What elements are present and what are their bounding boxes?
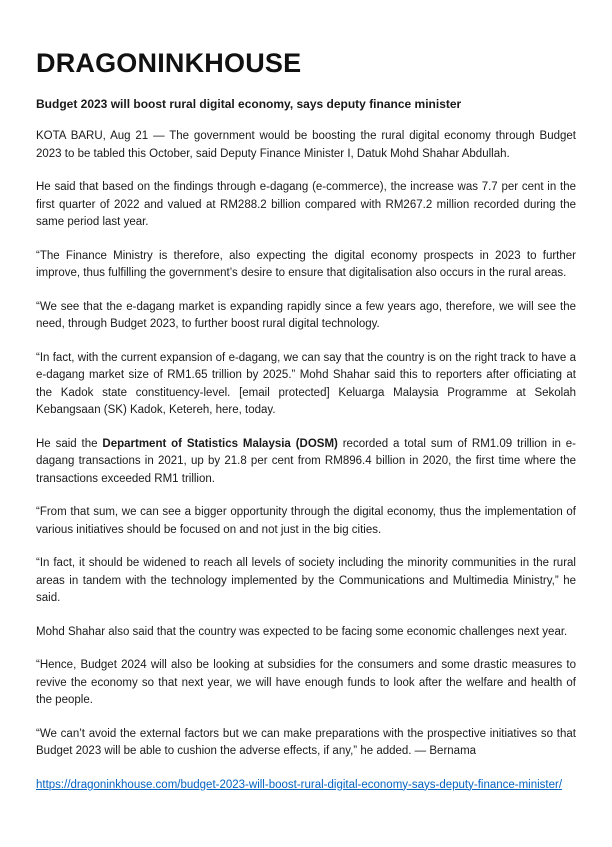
article-paragraph: “From that sum, we can see a bigger opportunity through the digital economy, thus the implementation of various initiatives should be focused on and not just in the big cities. bbox=[36, 506, 576, 536]
article-paragraph: “In fact, with the current expansion of e-dagang, we can say that the country is on the right track to have a e-dagang market size of RM1.65 trillion by 2025.” Mohd Shahar said this to reporters after officiating at the Kadok state constituency-level. [email protected] Keluarga Malaysia Programme at Sekolah Kebangsaan (SK) Kadok, Ketereh, here, today. bbox=[36, 351, 576, 416]
article-paragraph: Mohd Shahar also said that the country was expected to be facing some economic challenges next year. bbox=[36, 625, 568, 638]
article-paragraph: He said that based on the findings through e-dagang (e-commerce), the increase was 7.7 per cent in the first quarter of 2022 and valued at RM288.2 billion compared with RM267.2 million recorded during the same period last year. bbox=[36, 181, 576, 228]
article-paragraph: He said the Department of Statistics Malaysia (DOSM) recorded a total sum of RM1.09 trillion in e-dagang transactions in 2021, up by 21.8 per cent from RM896.4 billion in 2020, the first time where the transactions exceeded RM1 trillion. bbox=[36, 437, 576, 485]
article-paragraph: KOTA BARU, Aug 21 — The government would be boosting the rural digital economy through Budget 2023 to be tabled this October, said Deputy Finance Minister I, Datuk Mohd Shahar Abdullah. bbox=[36, 130, 576, 160]
article-source-link[interactable]: https://dragoninkhouse.com/budget-2023-will-boost-rural-digital-economy-says-deputy-finance-minister/ bbox=[36, 778, 563, 791]
article-headline: Budget 2023 will boost rural digital economy, says deputy finance minister bbox=[36, 97, 462, 111]
article-paragraph: “In fact, it should be widened to reach all levels of society including the minority communities in the rural areas in tandem with the technology implemented by the Communications and Multimedia Ministry,” he said. bbox=[36, 557, 576, 604]
article-paragraph: “We can’t avoid the external factors but we can make preparations with the prospective initiatives so that Budget 2023 will be able to cushion the adverse effects, if any,” he added. — Bernama bbox=[36, 727, 576, 757]
article-paragraph: “Hence, Budget 2024 will also be looking at subsidies for the consumers and some drastic measures to revive the economy so that next year, we will have enough funds to look after the welfare and health of the people. bbox=[36, 659, 576, 706]
article-paragraph: “We see that the e-dagang market is expanding rapidly since a few years ago, therefore, we will see the need, through Budget 2023, to further boost rural digital technology. bbox=[36, 300, 576, 330]
article-body bbox=[36, 128, 576, 761]
site-logo: DRAGONINKHOUSE bbox=[36, 48, 302, 78]
article-paragraph: “The Finance Ministry is therefore, also expecting the digital economy prospects in 2023 to further improve, thus fulfilling the government’s desire to ensure that digitalisation also occurs in the rural areas. bbox=[36, 249, 576, 279]
